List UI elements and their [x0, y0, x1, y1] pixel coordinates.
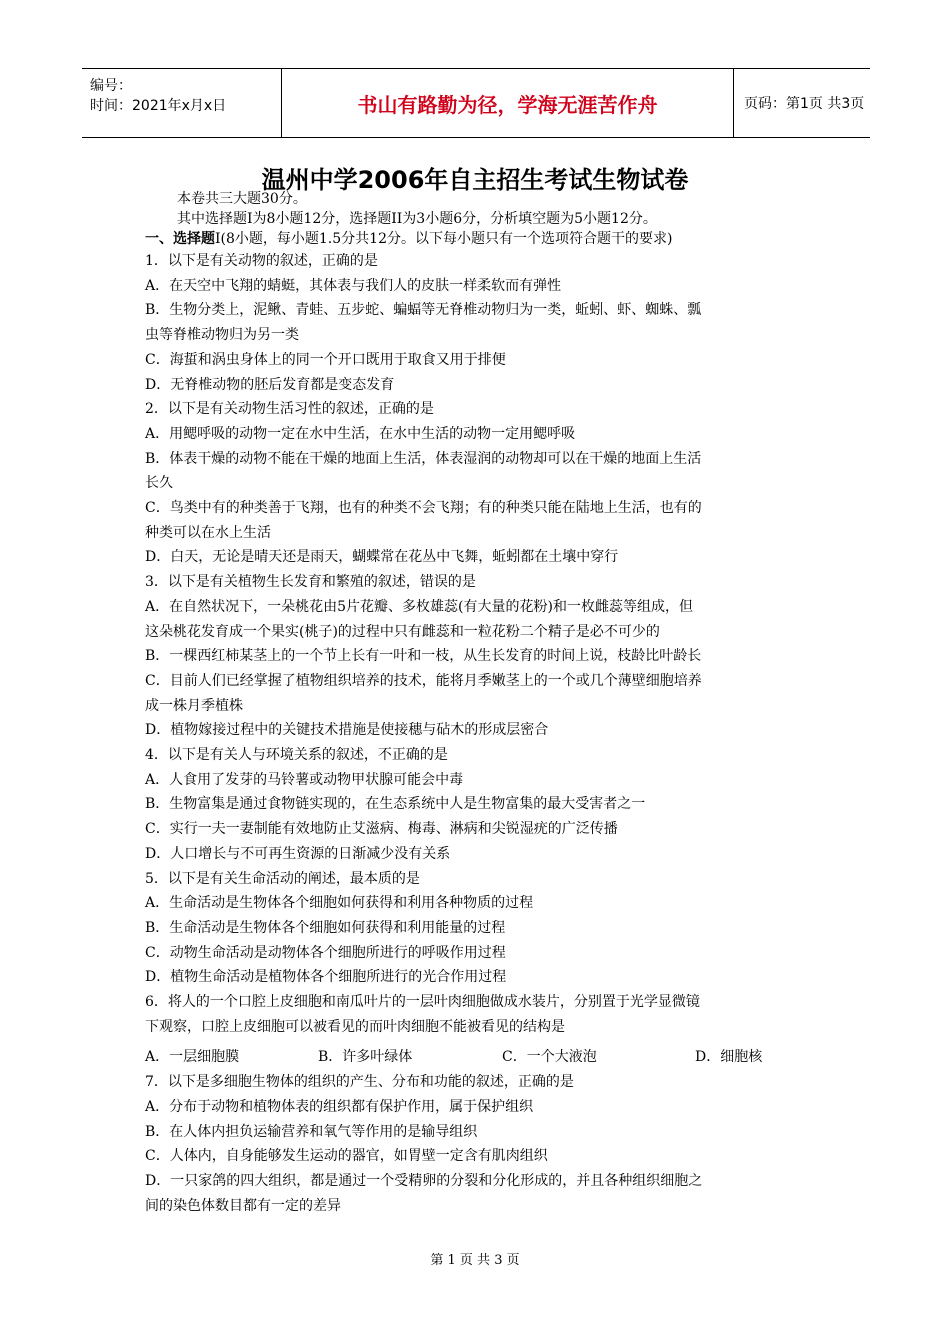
page-footer: 第 1 页 共 3 页 — [430, 1253, 520, 1268]
question-line: 2．以下是有关动物生活习性的叙述，正确的是 — [145, 401, 434, 418]
question-line: 7．以下是多细胞生物体的组织的产生、分布和功能的叙述，正确的是 — [145, 1074, 574, 1090]
question-line: C．目前人们已经掌握了植物组织培养的技术，能将月季嫩茎上的一个或几个薄壁细胞培养 — [145, 672, 702, 689]
section-description: Ⅰ(8小题，每小题1.5分共12分。以下每小题只有一个选项符合题干的要求) — [215, 231, 673, 247]
number-label: 编号： — [90, 78, 132, 94]
section-heading — [145, 228, 672, 248]
question-line: C．人体内，自身能够发生运动的器官，如胃壁一定含有肌肉组织 — [145, 1148, 548, 1165]
question-line: A．在自然状况下，一朵桃花由5片花瓣、多枚雄蕊(有大量的花粉)和一枚雌蕊等组成，但 — [145, 598, 693, 615]
question-line: B．一棵西红柿某茎上的一个节上长有一叶和一枝，从生长发育的时间上说，枝龄比叶龄长 — [145, 648, 702, 665]
question-line: 成一株月季植株 — [145, 697, 243, 714]
page-header — [82, 68, 870, 138]
question-line: D．白天，无论是晴天还是雨天，蝴蝶常在花丛中飞舞，蚯蚓都在土壤中穿行 — [145, 549, 619, 566]
question-line: B．生命活动是生物体各个细胞如何获得和利用能量的过程 — [145, 919, 506, 936]
question-line: 种类可以在水上生活 — [145, 524, 271, 541]
option-a: A．一层细胞膜 — [145, 1049, 240, 1065]
question-line: C．实行一夫一妻制能有效地防止艾滋病、梅毒、淋病和尖锐湿疣的广泛传播 — [145, 821, 618, 838]
question-line: 这朵桃花发育成一个果实(桃子)的过程中只有雌蕊和一粒花粉二个精子是必不可少的 — [145, 623, 660, 640]
question-line: C．动物生命活动是动物体各个细胞所进行的呼吸作用过程 — [145, 944, 506, 961]
question-line: B．体表干燥的动物不能在干燥的地面上生活，体表湿润的动物却可以在干燥的地面上生活 — [145, 450, 702, 467]
question-line: C．鸟类中有的种类善于飞翔，也有的种类不会飞翔；有的种类只能在陆地上生活，也有的 — [145, 500, 702, 516]
header-meta — [82, 69, 282, 137]
exam-title: 温州中学2006年自主招生考试生物试卷 — [261, 166, 689, 194]
question-line: A．人食用了发芽的马铃薯或动物甲状腺可能会中毒 — [145, 771, 464, 788]
question-line: A．在天空中飞翔的蜻蜓，其体表与我们人的皮肤一样柔软而有弹性 — [145, 277, 562, 294]
question-line: 4．以下是有关人与环境关系的叙述，不正确的是 — [145, 747, 448, 763]
question-line: A．用鳃呼吸的动物一定在水中生活，在水中生活的动物一定用鳃呼吸 — [145, 425, 576, 442]
question-line: 长久 — [145, 475, 173, 492]
motto: 书山有路勤为径，学海无涯苦作舟 — [282, 69, 734, 137]
intro-line: 其中选择题Ⅰ为8小题12分，选择题II为3小题6分，分析填空题为5小题12分。 — [177, 211, 657, 227]
question-line: B．在人体内担负运输营养和氧气等作用的是输导组织 — [145, 1123, 478, 1140]
question-line: 5．以下是有关生命活动的阐述，最本质的是 — [145, 870, 420, 887]
option-b: B．许多叶绿体 — [318, 1049, 413, 1065]
question-line: B．生物富集是通过食物链实现的，在生态系统中人是生物富集的最大受害者之一 — [145, 796, 646, 813]
question-line: D．一只家鸽的四大组织，都是通过一个受精卵的分裂和分化形成的，并且各种组织细胞之 — [145, 1173, 703, 1190]
question-line: D．人口增长与不可再生资源的日渐减少没有关系 — [145, 845, 451, 862]
question-line: 3．以下是有关植物生长发育和繁殖的叙述，错误的是 — [145, 574, 476, 591]
option-c: C．一个大液泡 — [502, 1049, 597, 1065]
question-line: D．植物生命活动是植物体各个细胞所进行的光合作用过程 — [145, 969, 507, 986]
question-line: A．分布于动物和植物体表的组织都有保护作用，属于保护组织 — [145, 1098, 534, 1115]
question-line: A．生命活动是生物体各个细胞如何获得和利用各种物质的过程 — [145, 895, 534, 912]
intro-line: 本卷共三大题30分。 — [177, 191, 307, 207]
question-line: 下观察，口腔上皮细胞可以被看见的而叶肉细胞不能被看见的结构是 — [145, 1018, 565, 1035]
question-line: D．无脊椎动物的胚后发育都是变态发育 — [145, 376, 395, 393]
question-line: 间的染色体数目都有一定的差异 — [145, 1198, 341, 1214]
question-line: D．植物嫁接过程中的关键技术措施是使接穗与砧木的形成层密合 — [145, 722, 549, 739]
option-d: D．细胞核 — [695, 1049, 763, 1065]
question-line: 6．将人的一个口腔上皮细胞和南瓜叶片的一层叶肉细胞做成水装片，分别置于光学显微镜 — [145, 994, 700, 1010]
question-line: 1．以下是有关动物的叙述，正确的是 — [145, 253, 378, 269]
section-title: 一、选择题 — [145, 231, 215, 247]
question-line: C．海蜇和涡虫身体上的同一个开口既用于取食又用于排便 — [145, 351, 506, 368]
page-info: 页码：第1页 共3页 — [744, 96, 865, 112]
question-line: B．生物分类上，泥鳅、青蛙、五步蛇、蝙蝠等无脊椎动物归为一类，蚯蚓、虾、蜘蛛、瓢 — [145, 302, 702, 319]
date-label: 时间：2021年x月x日 — [90, 98, 227, 114]
question-line: 虫等脊椎动物归为另一类 — [145, 327, 299, 344]
